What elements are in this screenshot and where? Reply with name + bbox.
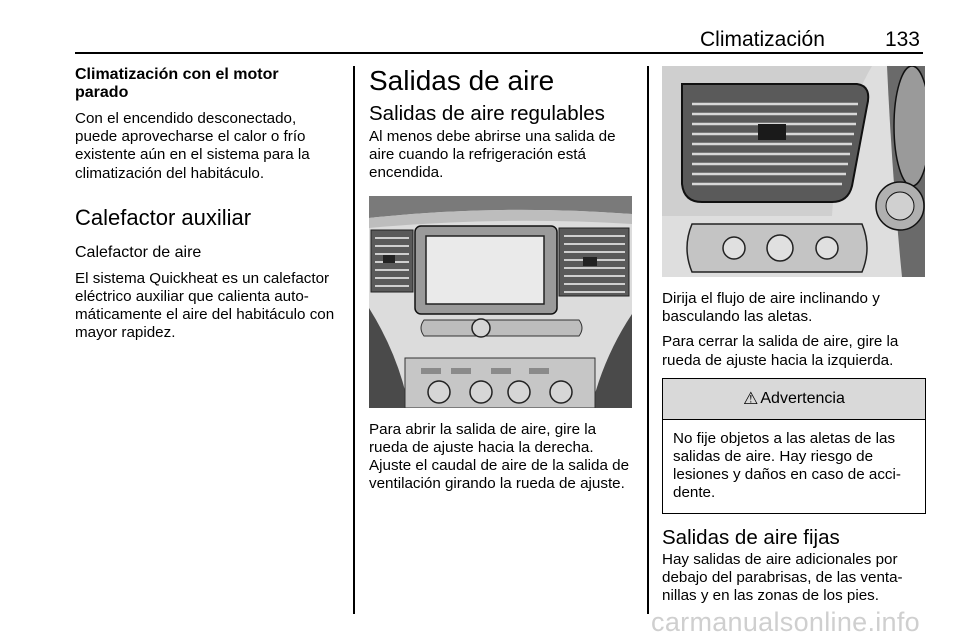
- warning-box: [662, 378, 926, 514]
- paragraph-open-vent: Para abrir la salida de aire, gire la rueda de ajuste hacia la derecha. Ajuste el caudal de aire de la salida de ventilación girando la rueda de ajuste.: [369, 420, 630, 493]
- heading-air-vents: Salidas de aire: [369, 65, 555, 96]
- column-right: [662, 66, 928, 605]
- heading-engine-off: Climatización con el motor parado: [75, 66, 279, 101]
- warning-triangle-icon: ⚠: [743, 388, 759, 408]
- column-left: [75, 66, 345, 343]
- paragraph-fixed-vents: Hay salidas de aire adicionales por debajo del parabrisas, de las venta-nillas y en las zonas de los pies.: [662, 550, 903, 605]
- column-middle: [369, 66, 634, 493]
- column-divider-1: [353, 66, 355, 614]
- paragraph-close-vent: Para cerrar la salida de aire, gire la rueda de ajuste hacia la izquierda.: [662, 333, 899, 369]
- paragraph-engine-off: Con el encendido desconectado, puede aprovecharse el calor o frío existente aún en el sistema para la climatización del habitáculo.: [75, 110, 310, 182]
- paragraph-air-heater: El sistema Quickheat es un calefactor eléctrico auxiliar que calienta auto-máticamente el aire del habitáculo con mayor rapidez.: [75, 269, 335, 342]
- heading-auxiliary-heater: Calefactor auxiliar: [75, 204, 252, 230]
- paragraph-vents-intro: Al menos debe abrirse una salida de aire cuando la refrigeración está encendida.: [369, 128, 616, 182]
- warning-text: No fije objetos a las aletas de las salidas de aire. Hay riesgo de lesiones y daños en caso de acci-dente.: [673, 429, 901, 502]
- heading-fixed-vents: Salidas de aire fijas: [662, 525, 840, 549]
- paragraph-direct-flow: Dirija el flujo de aire inclinando y basculando las aletas.: [662, 290, 880, 326]
- page-number: 133: [884, 28, 920, 51]
- page-header-title: Climatización: [700, 28, 825, 51]
- heading-air-heater: Calefactor de aire: [75, 243, 202, 261]
- column-divider-2: [647, 66, 649, 614]
- warning-header: [663, 379, 925, 420]
- warning-title: Advertencia: [760, 389, 845, 407]
- dashboard-vents-illustration: [369, 196, 632, 408]
- vent-closeup-illustration: [662, 66, 925, 277]
- heading-adjustable-vents: Salidas de aire regulables: [369, 102, 605, 125]
- watermark: carmanualsonline.info: [651, 607, 920, 637]
- header-rule: [75, 52, 923, 54]
